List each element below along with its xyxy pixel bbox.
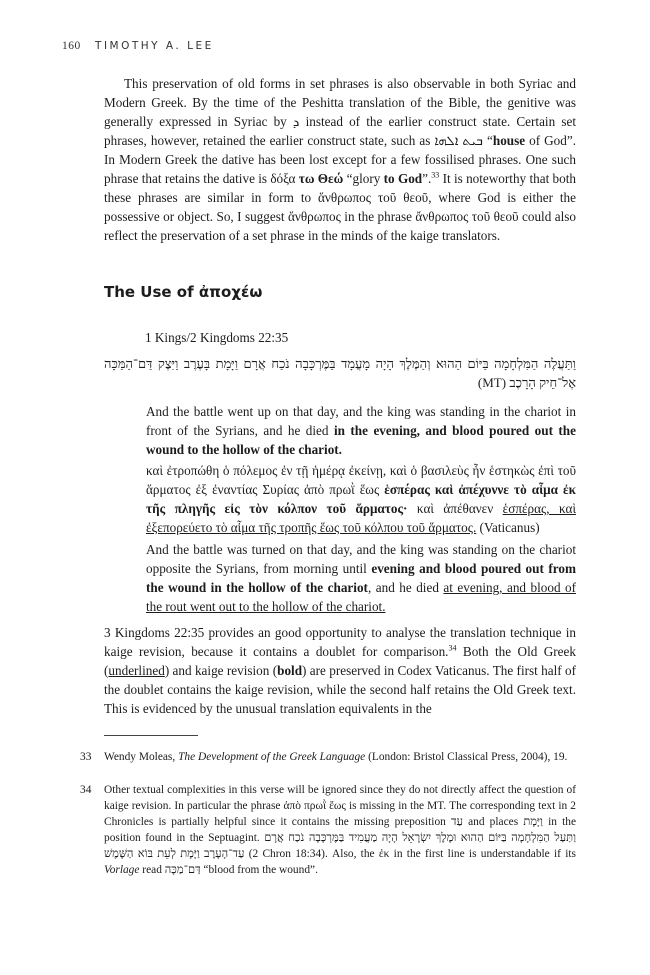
section-heading: The Use of ἀποχέω — [104, 283, 263, 301]
p1-text-3: of God”. In Modern Greek the dative has been lost except for a few fossilised phrases. One such phrase that retains the dative is δόξα — [104, 133, 576, 186]
fn34-hebrew-dam-makkah: דַּם־מַכָּה — [164, 864, 201, 876]
fn34-hebrew-chronicles: וַתַּעַל הַמִּלְחָמָה בַּיּוֹם הַהוּא וּמֶלֶךְ יִשְׂרָאֵל הָיָה מַעֲמִיד בַּמֶּרְכָּבָה נֹכַח אֲרָם עַד־הָעָרֶב וַיָּמָת לְעֵת בּוֹא הַשָּׁמֶשׁ — [104, 832, 576, 860]
mt-tag: (MT) — [477, 375, 507, 390]
footnote-33-text — [104, 749, 576, 765]
b2-text-3: (Vaticanus) — [476, 520, 540, 535]
footnote-ref-33[interactable]: 33 — [431, 170, 440, 180]
fn34-text-1: Other textual complexities in this verse will be ignored since they do not directly affect the question of kaige revision. In particular the phrase ἀπὸ πρωῒ ἕως is missing in the MT. The corresponding text in 2 Chronicles is partially helpful since it contains the missing preposition — [104, 784, 576, 828]
p2-text-4: ) are preserved in Codex Vaticanus. The first half of the doublet contains the kaige revision, while the second half retains the Old Greek text. This is evidenced by the unusual translation equivalents in the — [104, 663, 576, 716]
p1-text-6: It is noteworthy that both these phrases are similar in form to ἄνθρωπος τοῦ θεοῦ, where God is either the possessive or object. So, I suggest ἄνθρωπος in the phrase ἄνθρωπος τοῦ θεοῦ could also reflect the preservation of a set phrase in the minds of the kaige translators. — [104, 171, 576, 243]
b2-kaige-bold: ἑσπέρας καὶ ἀπέχυννε τὸ αἷμα ἐκ τῆς πληγῆς εἰς τὸν κόλπον τοῦ ἅρματος· — [146, 482, 576, 516]
p2-text-2: Both the Old Greek ( — [104, 644, 576, 678]
verse-reference: 1 Kings/2 Kingdoms 22:35 — [145, 330, 289, 345]
p1-text-4: “glory — [343, 171, 384, 186]
syriac-dalath: ܕ — [292, 114, 300, 129]
footnote-34 — [80, 782, 576, 878]
fn34-hebrew-vayamot: וַיָּמָת — [523, 816, 543, 828]
fn34-text-3: in the position found in the Septuagint. — [104, 816, 577, 844]
b2-text-2: καὶ ἀπέθανεν — [407, 501, 503, 516]
to-god-bold: to God — [383, 171, 423, 186]
b3-underlined: at evening, and blood of the rout went out to the hollow of the chariot. — [146, 580, 577, 614]
b2-text-1: καὶ ἐτροπώθη ὁ πόλεμος ἐν τῇ ἡμέρᾳ ἐκείνῃ, καὶ ὁ βασιλεὺς ἦν ἑστηκὼς ἐπὶ τοῦ ἅρματος ἐξ ἐναντίας Συρίας ἀπὸ πρωῒ ἕως — [146, 463, 576, 497]
p2-text-3: ) and kaige revision ( — [164, 663, 278, 678]
paragraph-doublet — [104, 623, 576, 718]
fn34-vorlage: Vorlage — [104, 864, 140, 876]
fn34-text-4: (2 Chron 18:34). Also, the ἐκ in the first line is understandable if its — [244, 848, 576, 860]
mt-translation — [146, 402, 576, 459]
b1-text: And the battle went up on that day, and the king was standing in the chariot in front of the Syrians, and he died — [146, 404, 576, 438]
p1-text-2: instead of the earlier construct state. Certain set phrases, however, retained the earlier construct state, such as — [104, 114, 576, 148]
greek-translation — [146, 540, 576, 616]
bold-word: bold — [277, 663, 303, 678]
page-number: 160 — [62, 40, 81, 52]
underlined-word: underlined — [108, 663, 165, 678]
fn33-book-title: The Development of the Greek Language — [178, 751, 366, 763]
house-bold: house — [492, 133, 526, 148]
hebrew-mt-verse — [104, 354, 576, 392]
footnote-divider — [104, 735, 198, 736]
fn33-text-2: (London: Bristol Classical Press, 2004), 19. — [365, 751, 568, 763]
running-header — [62, 40, 214, 52]
b3-text-2: , and he died — [367, 580, 444, 595]
syriac-phrase: ܒܝܬ ܐܠܗܐ — [434, 133, 483, 148]
author-running-head: TIMOTHY A. LEE — [95, 40, 214, 52]
b2-old-greek-underlined: ἑσπέρας, καὶ ἐξεπορεύετο τὸ αἷμα τῆς τροπῆς ἕως τοῦ κόλπου τοῦ ἅρματος. — [146, 501, 576, 535]
p2-text-1: 3 Kingdoms 22:35 provides an good opportunity to analyse the translation technique in kaige revision, because it contains a doublet for comparison. — [104, 625, 576, 659]
p1-text-1: This preservation of old forms in set phrases is also observable in both Syriac and Modern Greek. By the time of the Peshitta translation of the Bible, the genitive was generally expressed in Syriac by — [104, 76, 576, 129]
fn33-text-1: Wendy Moleas, — [104, 751, 179, 763]
footnote-34-text — [104, 782, 576, 878]
footnote-34-number: 34 — [80, 784, 92, 796]
b3-text-1: And the battle was turned on that day, and the king was standing on the chariot opposite the Syrians, from morning until — [146, 542, 576, 576]
greek-vaticanus-verse — [146, 461, 576, 537]
p1-text-5: ”. — [422, 171, 432, 186]
footnote-ref-34[interactable]: 34 — [448, 643, 457, 653]
fn34-text-2: and places — [462, 816, 524, 828]
footnote-33 — [80, 749, 576, 765]
b3-bold: evening and blood poured out from the wound in the hollow of the chariot — [146, 561, 576, 595]
greek-dative-bold: τω Θεώ — [298, 171, 344, 186]
hebrew-verse-text: וַתַּעֲלֶה הַמִּלְחָמָה בַּיּוֹם הַהוּא וְהַמֶּלֶךְ הָיָה מָעֳמָד בַּמֶּרְכָּבָה נֹכַח אֲרָם וַיָּמָת בָּעֶרֶב וַיִּצֶק דַּם־הַמַּכָּה אֶל־חֵיק הָרָכֶב — [104, 356, 576, 390]
footnote-33-number: 33 — [80, 751, 92, 763]
fn34-text-5: read — [139, 864, 165, 876]
b1-bold: in the evening, and blood poured out the wound to the hollow of the chariot. — [146, 423, 576, 457]
p1-quote-open: “ — [483, 133, 493, 148]
fn34-hebrew-ad: עַד — [451, 816, 463, 828]
fn34-text-6: “blood from the wound”. — [200, 864, 318, 876]
paragraph-set-phrases — [104, 74, 576, 245]
